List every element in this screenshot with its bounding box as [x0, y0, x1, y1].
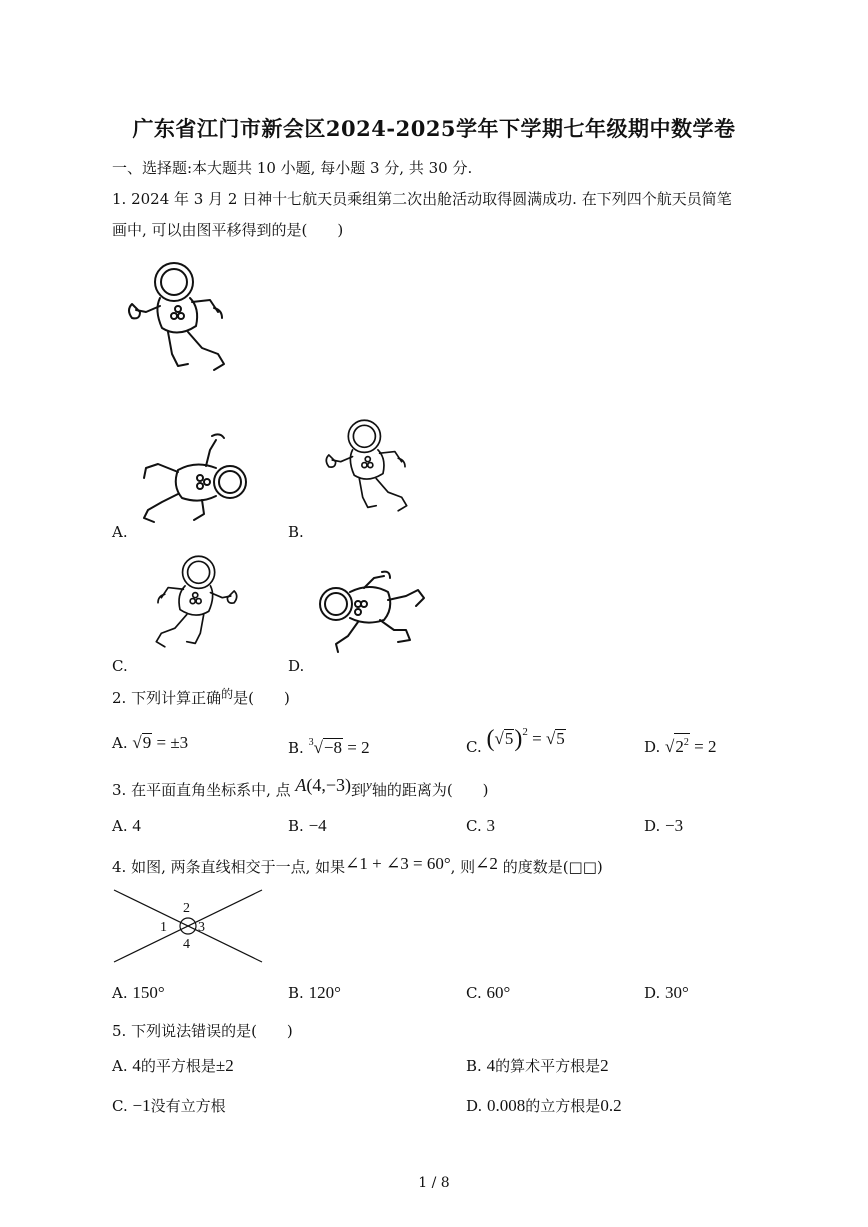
- q3-stem-text-c: 轴的距离为( ): [371, 781, 489, 799]
- q3-axis: y: [366, 777, 372, 792]
- q2-option-b-label: B.: [288, 739, 304, 757]
- q4-angle2: ∠2: [475, 854, 498, 873]
- q1-option-d-label: D.: [288, 657, 305, 675]
- q3-option-c-value: 3: [486, 816, 495, 835]
- q3-option-b: [288, 816, 327, 836]
- q2-b-rest: = 2: [343, 738, 370, 757]
- q5-option-c-label: C.: [112, 1097, 128, 1115]
- q2-option-c-label: C.: [466, 738, 482, 756]
- q3-option-a-label: A.: [112, 817, 128, 835]
- q4-expression: ∠1 + ∠3 = 60°: [345, 854, 451, 873]
- q2-option-a-label: A.: [112, 734, 128, 752]
- q5-d-value: 0.2: [600, 1096, 622, 1115]
- astronaut-option-d-figure: [314, 570, 434, 660]
- q1-option-c-label: C.: [112, 657, 128, 675]
- q4-stem-text-c: 的度数是(□□): [497, 858, 603, 876]
- q3-option-a-value: 4: [132, 816, 141, 835]
- q5-a-value: ±2: [215, 1056, 234, 1075]
- page-number: 1 / 8: [418, 1175, 450, 1191]
- q3-stem-text-b: 到: [351, 781, 367, 799]
- intersecting-lines-figure: [112, 886, 264, 966]
- q5-c-text: 没有立方根: [150, 1097, 226, 1115]
- q2-b-index: 3: [308, 737, 314, 748]
- q4-option-c: [466, 983, 510, 1003]
- q2-c-radicand2: 5: [556, 729, 565, 748]
- q3-point: A: [295, 775, 307, 795]
- q2-option-b: B. $^3$√−8 = 2: [288, 737, 370, 757]
- astronaut-option-b-figure: [312, 416, 432, 526]
- q4-option-b-value: 120°: [308, 983, 341, 1002]
- angle-label-2: 2: [183, 901, 190, 916]
- q2-d-exponent: 2: [683, 737, 689, 748]
- q2-a-rest: = ±3: [152, 733, 189, 752]
- q3-option-b-label: B.: [288, 817, 304, 835]
- q3-option-d: [644, 816, 683, 836]
- q2-b-radicand: −8: [323, 738, 343, 757]
- q4-option-d-label: D.: [644, 984, 661, 1002]
- q2-c-radicand: 5: [504, 729, 514, 748]
- q3-option-c: [466, 816, 495, 836]
- q2-d-base: 2: [675, 737, 684, 756]
- q2-stem-text-c: 是( ): [233, 689, 290, 707]
- angle-label-4: 4: [183, 937, 190, 952]
- q2-stem-text-b: 的: [221, 687, 234, 701]
- q4-option-c-value: 60°: [486, 983, 511, 1002]
- q4-option-b-label: B.: [288, 984, 304, 1002]
- q5-b-number: 4: [486, 1056, 496, 1075]
- q3-option-b-value: −4: [308, 816, 327, 835]
- q4-option-b: [288, 983, 341, 1003]
- q3-stem-text-a: 3. 在平面直角坐标系中, 点: [112, 781, 296, 799]
- q4-stem: [112, 854, 603, 877]
- section-heading: 一、选择题:本大题共 10 小题, 每小题 3 分, 共 30 分.: [112, 159, 473, 177]
- q2-option-d-label: D.: [644, 738, 661, 756]
- q5-d-text: 的立方根是: [525, 1097, 601, 1115]
- q4-option-c-label: C.: [466, 984, 482, 1002]
- q2-stem: [112, 684, 290, 708]
- q1-stem-line2: 画中, 可以由图平移得到的是( ): [112, 221, 344, 239]
- q2-c-exponent: 2: [522, 726, 528, 738]
- q4-option-d: [644, 983, 689, 1003]
- q5-b-value: 2: [600, 1056, 609, 1075]
- q3-option-d-value: −3: [665, 816, 684, 835]
- q5-stem: 5. 下列说法错误的是( ): [112, 1022, 293, 1040]
- astronaut-option-a-figure: [136, 428, 256, 528]
- q3-option-d-label: D.: [644, 817, 661, 835]
- q2-stem-text-a: 2. 下列计算正确: [112, 689, 222, 707]
- q5-c-number: −1: [132, 1096, 151, 1115]
- q2-option-d: D. $√2^2 = 2$: [644, 733, 716, 757]
- q2-d-rest: = 2: [689, 737, 717, 756]
- angle-label-3: 3: [198, 920, 205, 935]
- q5-option-d-label: D.: [466, 1097, 483, 1115]
- q5-option-a: [112, 1056, 234, 1076]
- q4-option-d-value: 30°: [665, 983, 689, 1002]
- q4-stem-text-b: , 则: [450, 858, 476, 876]
- q2-option-a: A. √9 = ±3: [112, 733, 189, 752]
- q5-a-number: 4: [132, 1056, 141, 1075]
- q2-a-radicand: 9: [142, 733, 152, 752]
- q4-option-a: [112, 983, 165, 1003]
- q4-stem-text-a: 4. 如图, 两条直线相交于一点, 如果: [112, 858, 346, 876]
- q5-a-text: 的平方根是: [140, 1057, 216, 1075]
- angle-label-1: 1: [160, 920, 167, 935]
- q3-stem: [112, 775, 489, 800]
- q5-option-b-label: B.: [466, 1057, 482, 1075]
- q2-option-c: C. $(√5)^2 = √5$: [466, 726, 565, 756]
- q5-b-text: 的算术平方根是: [495, 1057, 601, 1075]
- q5-option-b: [466, 1056, 609, 1076]
- q2-c-equals: =: [527, 729, 546, 748]
- astronaut-option-c-figure: [136, 552, 246, 662]
- q4-option-a-label: A.: [112, 984, 128, 1002]
- q4-option-a-value: 150°: [132, 983, 165, 1002]
- astronaut-reference-figure: [118, 258, 248, 388]
- q5-option-c: [112, 1096, 226, 1116]
- q5-option-d: [466, 1096, 622, 1116]
- q5-option-a-label: A.: [112, 1057, 128, 1075]
- q1-option-b-label: B.: [288, 523, 304, 541]
- q3-option-a: [112, 816, 141, 836]
- q1-stem-line1: 1. 2024 年 3 月 2 日神十七航天员乘组第二次出舱活动取得圆满成功. 在下列四个航天员简笔: [112, 190, 732, 208]
- q3-coords: (4,−3): [306, 775, 352, 795]
- q5-d-number: 0.008: [487, 1096, 526, 1115]
- q1-option-a-label: A.: [112, 523, 128, 541]
- page-title: 广东省江门市新会区2024-2025学年下学期七年级期中数学卷: [132, 116, 736, 141]
- q3-option-c-label: C.: [466, 817, 482, 835]
